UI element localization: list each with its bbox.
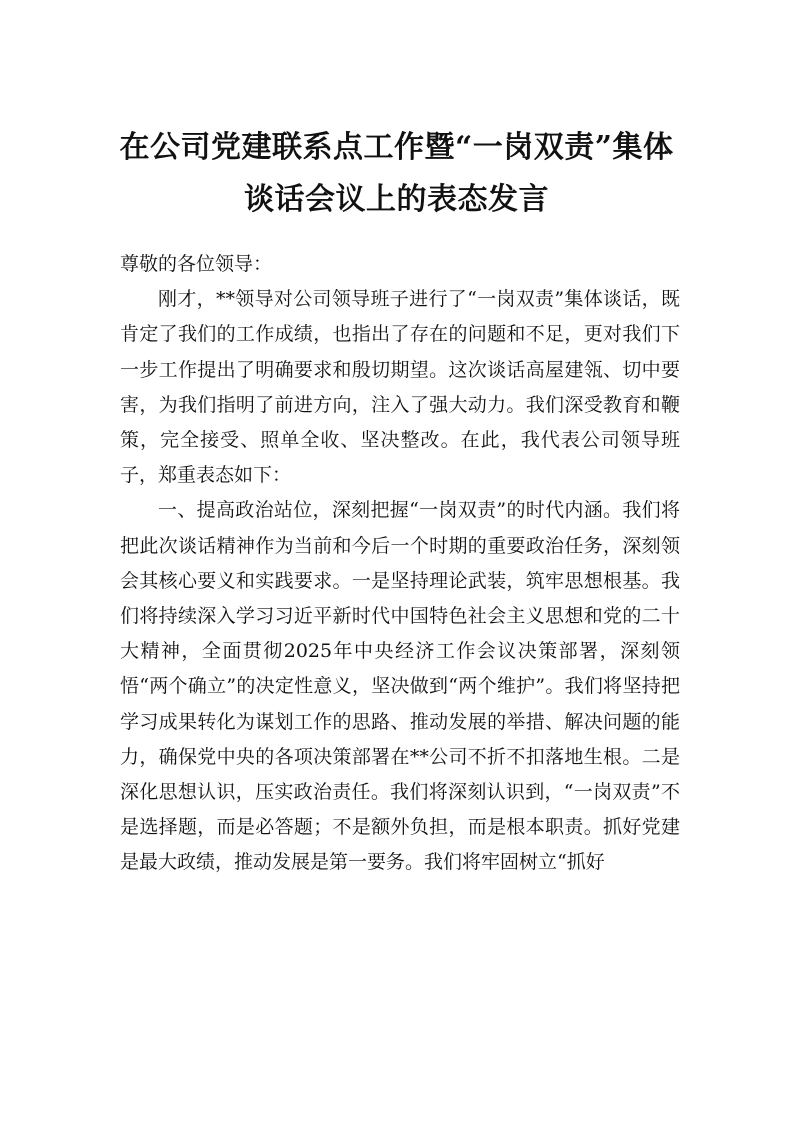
- document-body: [120, 247, 680, 881]
- paragraph-section-one: 一、提高政治站位，深刻把握“一岗双责”的时代内涵。我们将把此次谈话精神作为当前和今后一个时期的重要政治任务，深刻领会其核心要义和实践要求。一是坚持理论武装，筑牢思想根基。我们将持续深入学习习近平新时代中国特色社会主义思想和党的二十大精神，全面贯彻2025年中央经济工作会议决策部署，深刻领悟“两个确立”的决定性意义，坚决做到“两个维护”。我们将坚持把学习成果转化为谋划工作的思路、推动发展的举措、解决问题的能力，确保党中央的各项决策部署在**公司不折不扣落地生根。二是深化思想认识，压实政治责任。我们将深刻认识到，“一岗双责”不是选择题，而是必答题；不是额外负担，而是根本职责。抓好党建是最大政绩，推动发展是第一要务。我们将牢固树立“抓好: [120, 499, 680, 874]
- document-title: [110, 122, 683, 226]
- salutation: 尊敬的各位领导：: [120, 253, 273, 275]
- paragraph-opening: 刚才，**领导对公司领导班子进行了“一岗双责”集体谈话，既肯定了我们的工作成绩，也指出了存在的问题和不足，更对我们下一步工作提出了明确要求和殷切期望。这次谈话高屋建瓴、切中要害，为我们指明了前进方向，注入了强大动力。我们深受教育和鞭策，完全接受、照单全收、坚决整改。在此，我代表公司领导班子，郑重表态如下：: [120, 288, 680, 487]
- title-line-1: 在公司党建联系点工作暨“一岗双责”集体: [119, 130, 674, 165]
- title-line-2: 谈话会议上的表态发言: [244, 182, 549, 217]
